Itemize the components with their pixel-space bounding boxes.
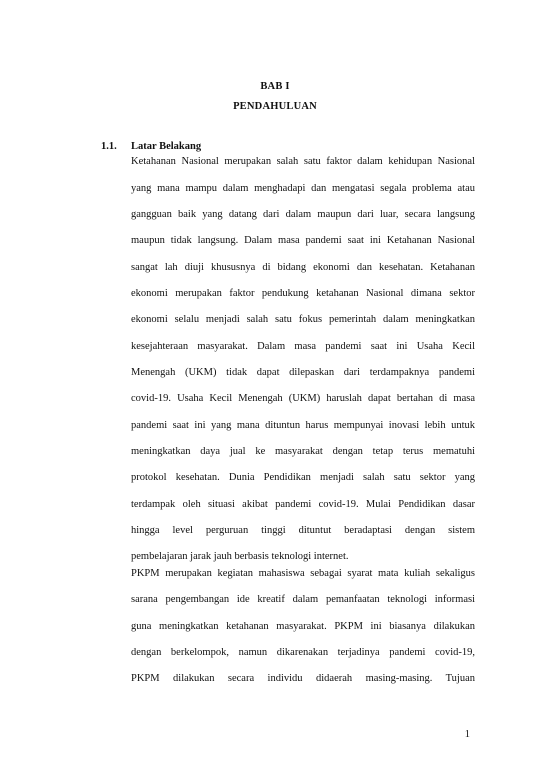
text-line: PKPM dilakukan secara individu didaerah masing-masing. Tujuan (131, 673, 475, 684)
text-line: pandemi saat ini yang mana dituntun harus mempunyai inovasi lebih untuk (131, 420, 475, 431)
text-line: sangat lah diuji khususnya di bidang ekonomi dan kesehatan. Ketahanan (131, 262, 475, 273)
chapter-heading: BAB I (260, 81, 290, 92)
text-line: dengan berkelompok, namun dikarenakan terjadinya pandemi covid-19, (131, 647, 475, 658)
text-line: kesejahteraan masyarakat. Dalam masa pandemi saat ini Usaha Kecil (131, 341, 475, 352)
text-line: yang mana mampu dalam menghadapi dan mengatasi segala problema atau (131, 183, 475, 194)
section-number: 1.1. (101, 141, 117, 152)
text-line: PKPM merupakan kegiatan mahasiswa sebagai syarat mata kuliah sekaligus (131, 568, 475, 579)
text-line: meningkatkan daya jual ke masyarakat dengan tetap terus mematuhi (131, 446, 475, 457)
text-line: gangguan baik yang datang dari dalam maupun dari luar, secara langsung (131, 209, 475, 220)
page-number: 1 (464, 729, 470, 740)
text-line: pembelajaran jarak jauh berbasis teknologi internet. (131, 551, 349, 562)
text-line: guna meningkatkan ketahanan masyarakat. PKPM ini biasanya dilakukan (131, 621, 475, 632)
text-line: terdampak oleh situasi akibat pandemi covid-19. Mulai Pendidikan dasar (131, 499, 475, 510)
chapter-title: PENDAHULUAN (233, 101, 317, 112)
text-line: covid-19. Usaha Kecil Menengah (UKM) haruslah dapat bertahan di masa (131, 393, 475, 404)
text-line: Ketahanan Nasional merupakan salah satu faktor dalam kehidupan Nasional (131, 156, 475, 167)
text-line: protokol kesehatan. Dunia Pendidikan menjadi salah satu sektor yang (131, 472, 475, 483)
text-line: hingga level perguruan tinggi dituntut beradaptasi dengan sistem (131, 525, 475, 536)
section-title: Latar Belakang (131, 141, 202, 152)
text-line: sarana pengembangan ide kreatif dalam pemanfaatan teknologi informasi (131, 594, 475, 605)
text-line: ekonomi merupakan faktor pendukung ketahanan Nasional dimana sektor (131, 288, 475, 299)
text-line: Menengah (UKM) tidak dapat dilepaskan dari terdampaknya pandemi (131, 367, 475, 378)
text-line: ekonomi selalu menjadi salah satu fokus pemerintah dalam meningkatkan (131, 314, 475, 325)
text-line: maupun tidak langsung. Dalam masa pandemi saat ini Ketahanan Nasional (131, 235, 475, 246)
